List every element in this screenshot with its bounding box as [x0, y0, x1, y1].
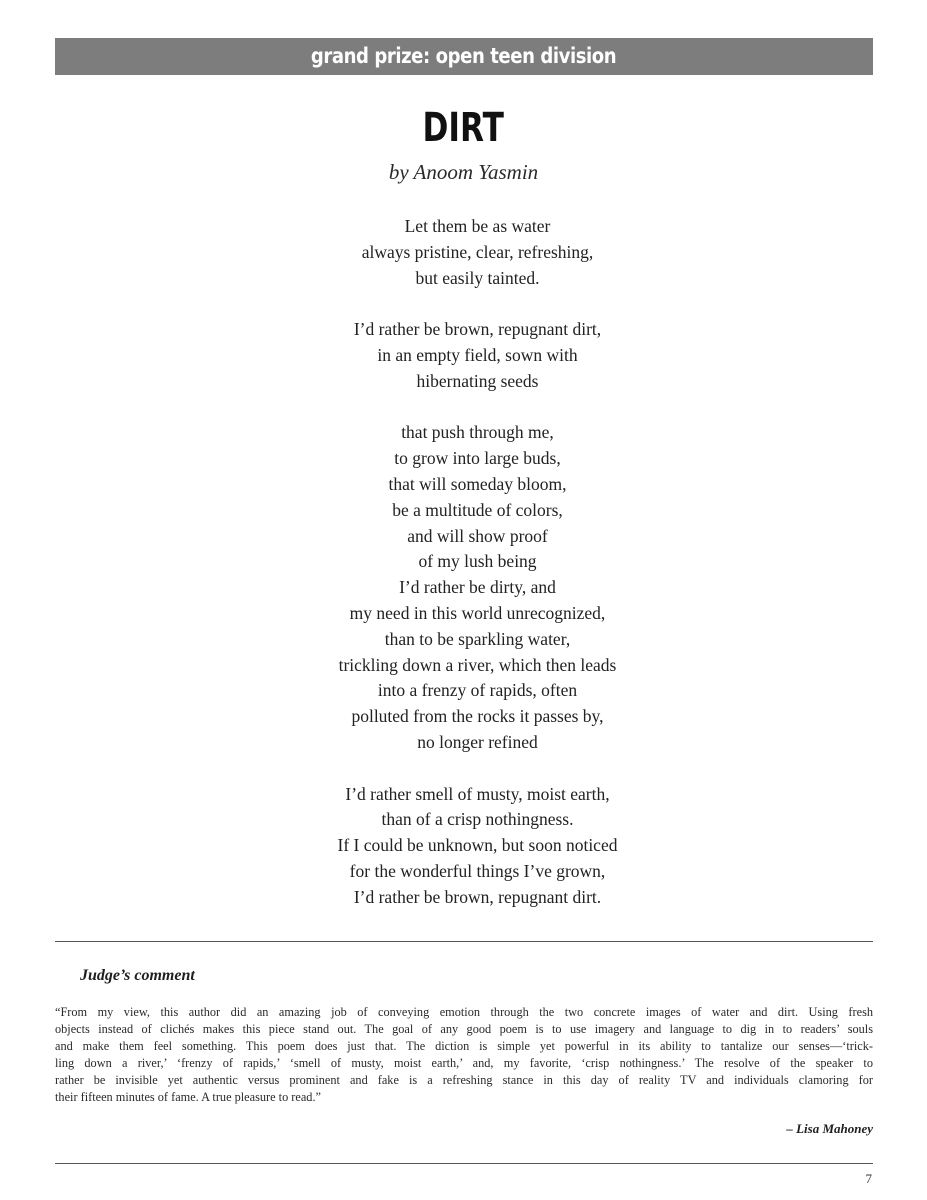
- comment-line: their fifteen minutes of fame. A true pleasure to read.”: [55, 1090, 321, 1104]
- judge-signature: – Lisa Mahoney: [786, 1121, 873, 1136]
- poem-line: for the wonderful things I’ve grown,: [349, 860, 606, 881]
- poem-line: I’d rather be brown, repugnant dirt,: [353, 319, 602, 340]
- division-banner: [55, 38, 873, 75]
- poem-line: be a multitude of colors,: [392, 499, 563, 520]
- footer-divider: [55, 1163, 873, 1164]
- division-banner-text: grand prize: open teen division: [311, 44, 617, 68]
- poem-line: trickling down a river, which then leads: [338, 654, 617, 675]
- poem-line: I’d rather be dirty, and: [399, 577, 556, 598]
- judge-comment-heading: Judge’s comment: [80, 967, 195, 984]
- comment-line: rather be invisible yet authentic versus prominent and fake is a refreshing stance in this day of reality TV and individuals clamoring for: [55, 1073, 873, 1087]
- poem-body: [0, 214, 927, 911]
- poem-line: polluted from the rocks it passes by,: [351, 706, 604, 727]
- poem-line: no longer refined: [417, 731, 538, 752]
- poem-line: of my lush being: [418, 551, 537, 572]
- poem-stanza: [0, 317, 927, 394]
- poem-stanza: [0, 782, 927, 911]
- poem-line: always pristine, clear, refreshing,: [361, 241, 594, 262]
- poem-line: in an empty field, sown with: [377, 344, 578, 365]
- poem-line: If I could be unknown, but soon noticed: [337, 835, 618, 856]
- comment-line: “From my view, this author did an amazing job of conveying emotion through the two concrete images of water and dirt. Using fresh: [55, 1005, 873, 1019]
- judge-comment-text: [55, 1004, 873, 1106]
- poem-line: than to be sparkling water,: [384, 628, 571, 649]
- poem-line: hibernating seeds: [416, 370, 539, 391]
- poem-line: into a frenzy of rapids, often: [377, 680, 578, 701]
- poem-line: my need in this world unrecognized,: [349, 602, 606, 623]
- poem-line: to grow into large buds,: [394, 448, 561, 469]
- section-divider: [55, 941, 873, 942]
- page-number: 7: [865, 1171, 872, 1186]
- poem-line: and will show proof: [407, 525, 548, 546]
- poem-stanza: [0, 420, 927, 755]
- comment-line: ling down a river,’ ‘frenzy of rapids,’ ‘smell of musty, moist earth,’ and, my favorite, ‘crisp nothingness.’ The resolve of the speaker to: [55, 1056, 873, 1070]
- poem-stanza: [0, 214, 927, 291]
- poem-line: Let them be as water: [404, 216, 551, 236]
- poem-line: than of a crisp nothingness.: [381, 809, 574, 830]
- poem-line: I’d rather smell of musty, moist earth,: [345, 783, 610, 804]
- poem-byline: by Anoom Yasmin: [388, 160, 539, 184]
- poem-line: but easily tainted.: [415, 267, 540, 288]
- poem-line: I’d rather be brown, repugnant dirt.: [353, 886, 602, 907]
- poem-line: that push through me,: [401, 422, 554, 443]
- poem-title: [0, 104, 927, 152]
- comment-line: objects instead of clichés makes this piece stand out. The goal of any good poem is to use imagery and language to dig in to readers’ souls: [55, 1022, 873, 1036]
- poem-line: that will someday bloom,: [388, 473, 567, 494]
- comment-line: and make them feel something. This poem does just that. The diction is simple yet powerful in its ability to tantalize our senses—‘trick-: [55, 1039, 873, 1053]
- poem-title-text: DIRT: [422, 105, 505, 151]
